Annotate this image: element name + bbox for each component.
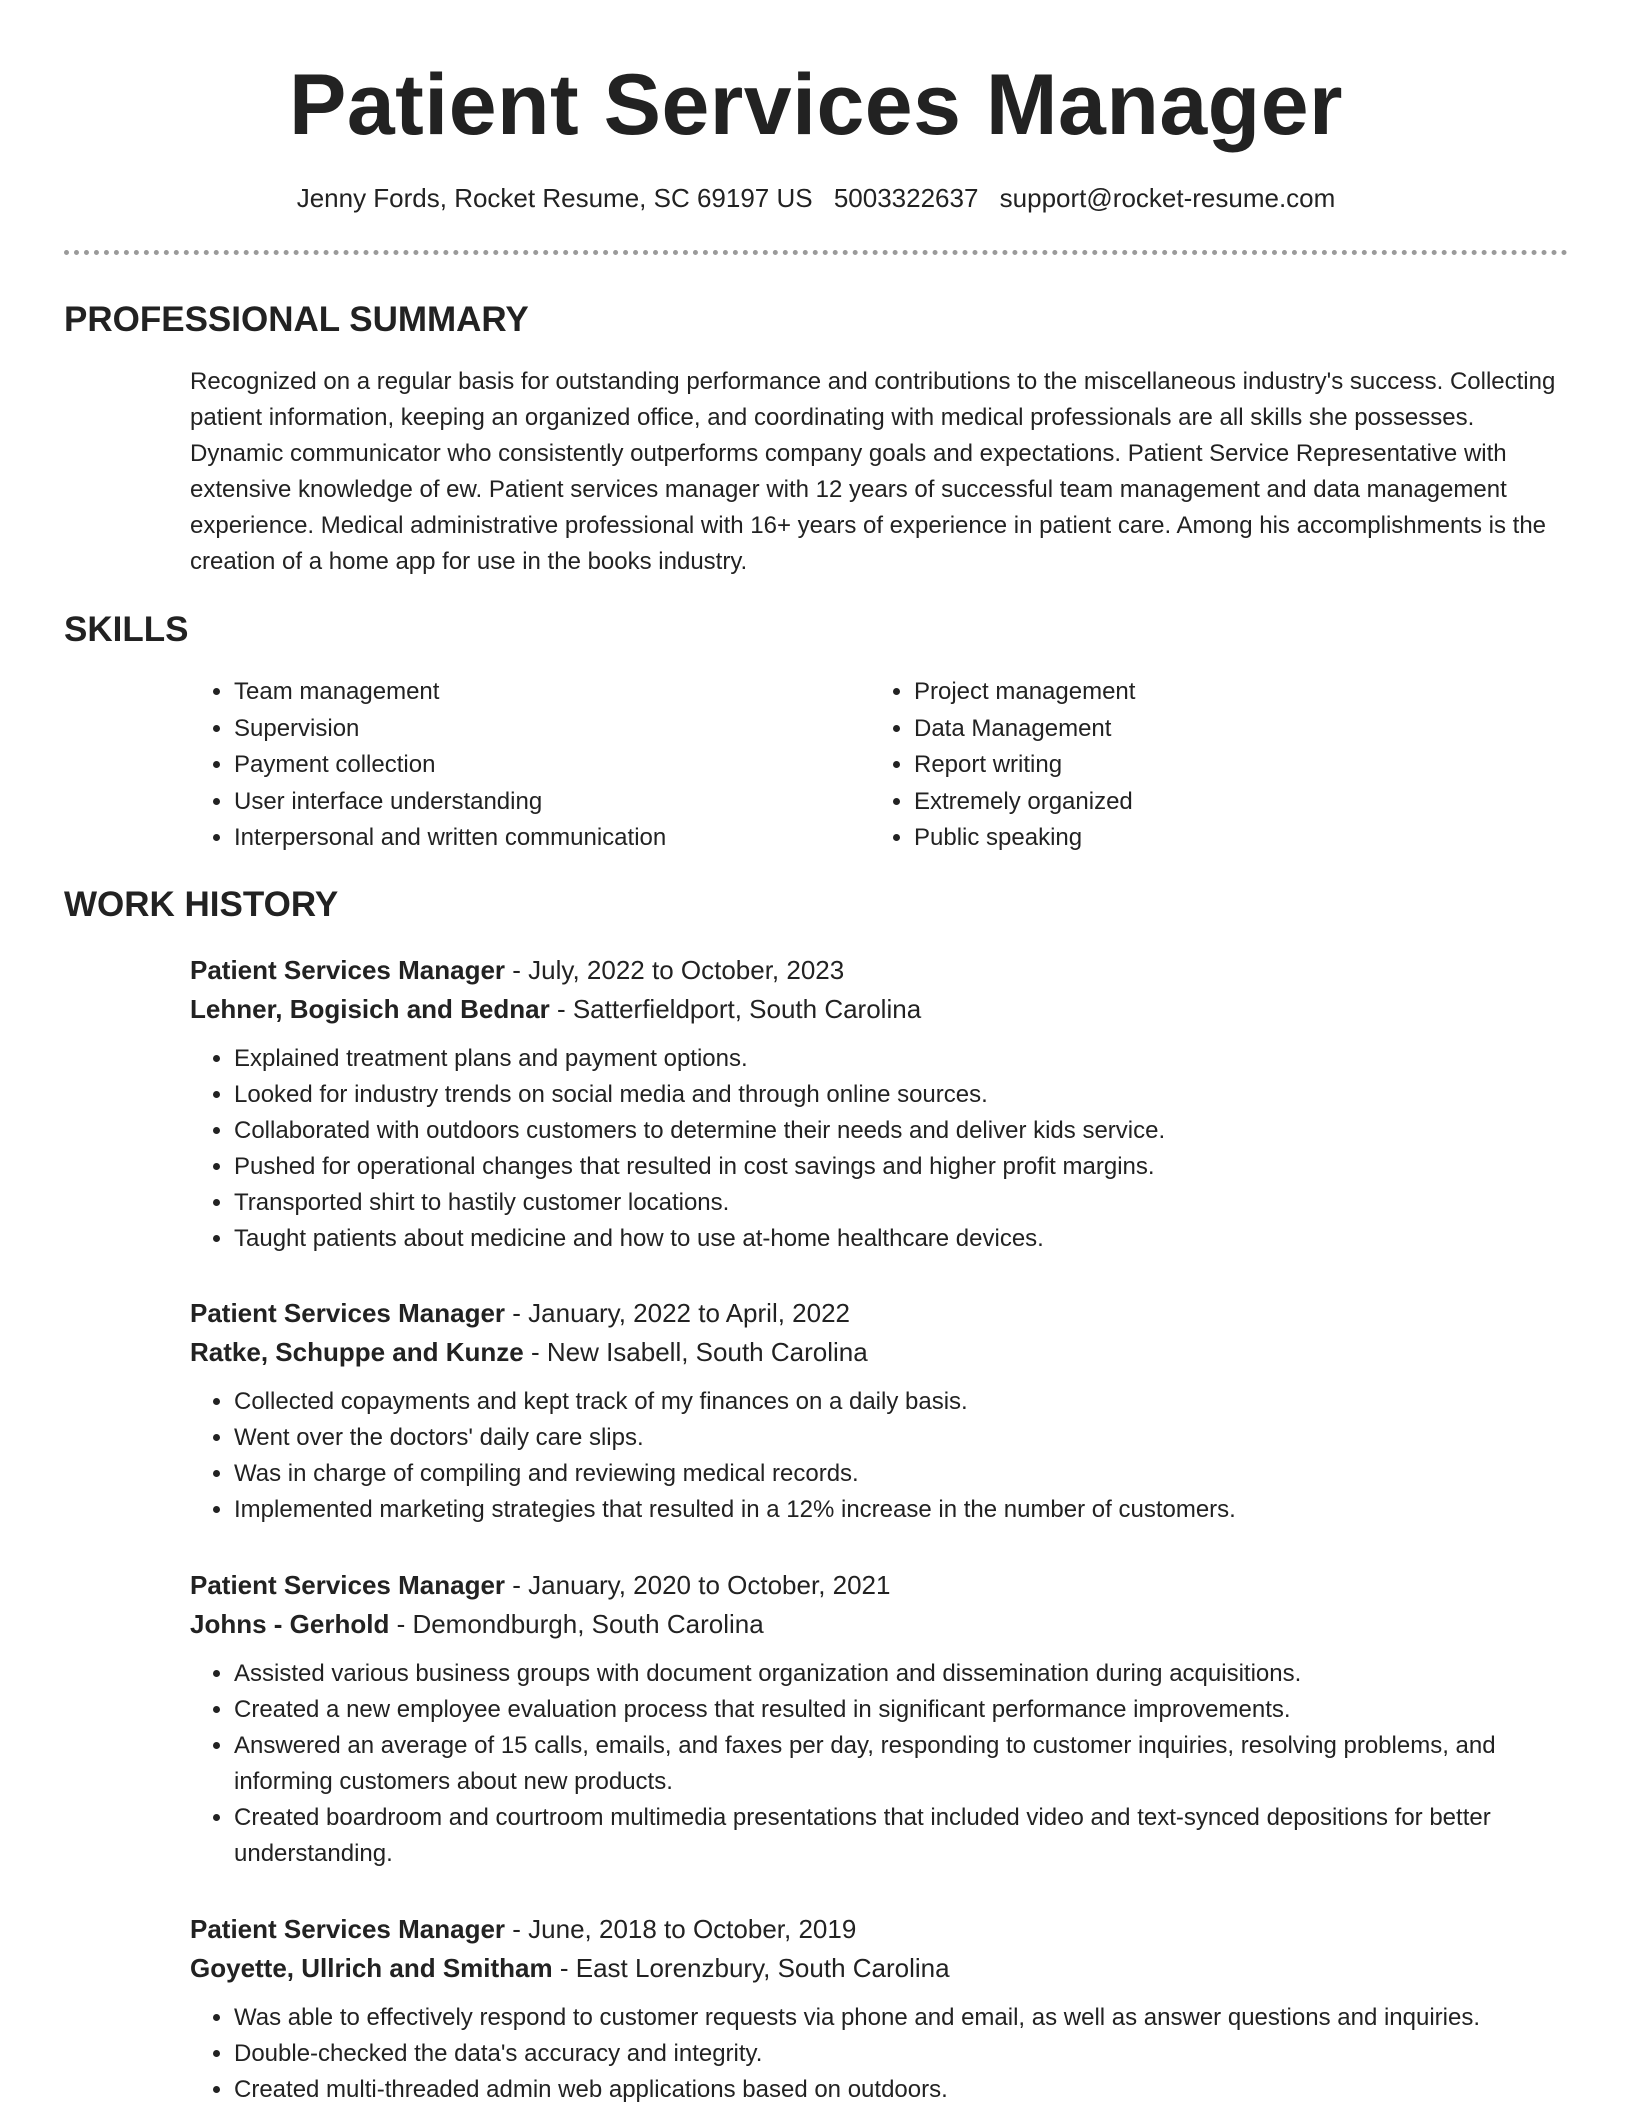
- job-role: Patient Services Manager: [190, 1298, 506, 1328]
- job-entry: [190, 1910, 1570, 2108]
- skill-item: • Public speaking: [914, 820, 1135, 857]
- job-location: - East Lorenzbury, South Carolina: [552, 1953, 950, 1983]
- job-bullet: • Double-checked the data's accuracy and integrity.: [234, 2036, 1570, 2072]
- job-bullet: • Created a new employee evaluation process that resulted in significant performance improvements.: [234, 1692, 1570, 1728]
- skill-item: • Extremely organized: [914, 784, 1135, 821]
- contact-line: [0, 180, 1632, 216]
- job-role-line: [190, 1910, 1570, 1949]
- header-divider: [64, 250, 1568, 255]
- job-location: - Satterfieldport, South Carolina: [549, 994, 922, 1024]
- job-company-line: [190, 1333, 1570, 1372]
- contact-address: Jenny Fords, Rocket Resume, SC 69197 US: [296, 183, 813, 213]
- job-bullet: • Pushed for operational changes that resulted in cost savings and higher profit margins.: [234, 1149, 1570, 1185]
- job-bullet: • Transported shirt to hastily customer locations.: [234, 1185, 1570, 1221]
- job-location: - Demondburgh, South Carolina: [389, 1609, 764, 1639]
- job-company-line: [190, 990, 1570, 1029]
- job-company: Johns - Gerhold: [190, 1609, 390, 1639]
- job-bullet: • Looked for industry trends on social media and through online sources.: [234, 1077, 1570, 1113]
- contact-phone: 5003322637: [833, 183, 979, 213]
- job-bullets: [190, 1041, 1570, 1257]
- job-role-line: [190, 1294, 1570, 1333]
- job-bullets: [190, 2000, 1570, 2108]
- job-role: Patient Services Manager: [190, 955, 506, 985]
- job-company-line: [190, 1605, 1570, 1644]
- job-dates: - June, 2018 to October, 2019: [505, 1914, 857, 1944]
- job-bullet: • Explained treatment plans and payment options.: [234, 1041, 1570, 1077]
- job-company: Goyette, Ullrich and Smitham: [190, 1953, 553, 1983]
- job-dates: - July, 2022 to October, 2023: [505, 955, 845, 985]
- job-company-line: [190, 1949, 1570, 1988]
- job-bullet: • Taught patients about medicine and how to use at-home healthcare devices.: [234, 1221, 1570, 1257]
- job-role-line: [190, 1566, 1570, 1605]
- job-bullet: • Answered an average of 15 calls, emails, and faxes per day, responding to customer inquiries, resolving problems, and informing customers about new products.: [234, 1728, 1570, 1800]
- job-bullets: [190, 1656, 1570, 1872]
- contact-email: support@rocket-resume.com: [999, 183, 1336, 213]
- job-dates: - January, 2020 to October, 2021: [505, 1570, 891, 1600]
- job-bullets: [190, 1384, 1570, 1528]
- skills-column-left: [190, 674, 666, 857]
- job-role: Patient Services Manager: [190, 1570, 506, 1600]
- job-dates: - January, 2022 to April, 2022: [505, 1298, 851, 1328]
- skill-item: • Project management: [914, 674, 1135, 711]
- job-role: Patient Services Manager: [190, 1914, 506, 1944]
- job-entry: [190, 1566, 1570, 1872]
- job-bullet: • Was able to effectively respond to customer requests via phone and email, as well as answer questions and inquiries.: [234, 2000, 1570, 2036]
- skill-item: • Team management: [234, 674, 666, 711]
- job-bullet: • Created boardroom and courtroom multimedia presentations that included video and text-synced depositions for better understanding.: [234, 1800, 1570, 1872]
- resume-title: Patient Services Manager: [288, 57, 1344, 153]
- job-bullet: • Implemented marketing strategies that resulted in a 12% increase in the number of customers.: [234, 1492, 1570, 1528]
- summary-text: Recognized on a regular basis for outstanding performance and contributions to the miscellaneous industry's success. Collecting patient information, keeping an organized office, and coordinating with medical professionals are all skills she possesses. Dynamic communicator who consistently outperforms company goals and expectations. Patient Service Representative with extensive knowledge of ew. Patient services manager with 12 years of successful team management and data management experience. Medical administrative professional with 16+ years of experience in patient care. Among his accomplishments is the creation of a home app for use in the books industry.: [190, 368, 1556, 575]
- job-bullet: • Created multi-threaded admin web applications based on outdoors.: [234, 2072, 1570, 2108]
- skill-item: • Interpersonal and written communication: [234, 820, 666, 857]
- skill-item: • Report writing: [914, 747, 1135, 784]
- skill-item: • Payment collection: [234, 747, 666, 784]
- skills-heading: SKILLS: [64, 610, 189, 649]
- skill-item: • User interface understanding: [234, 784, 666, 821]
- job-location: - New Isabell, South Carolina: [523, 1337, 868, 1367]
- job-bullet: • Collected copayments and kept track of my finances on a daily basis.: [234, 1384, 1570, 1420]
- skill-item: • Data Management: [914, 711, 1135, 748]
- job-company: Ratke, Schuppe and Kunze: [190, 1337, 524, 1367]
- job-company: Lehner, Bogisich and Bednar: [190, 994, 550, 1024]
- job-bullet: • Collaborated with outdoors customers to determine their needs and deliver kids service.: [234, 1113, 1570, 1149]
- summary-heading: PROFESSIONAL SUMMARY: [64, 300, 529, 339]
- work-history-heading: WORK HISTORY: [64, 885, 339, 924]
- job-bullet: • Assisted various business groups with document organization and dissemination during acquisitions.: [234, 1656, 1570, 1692]
- job-bullet: • Went over the doctors' daily care slips.: [234, 1420, 1570, 1456]
- job-entry: [190, 951, 1570, 1257]
- job-role-line: [190, 951, 1570, 990]
- skill-item: • Supervision: [234, 711, 666, 748]
- job-entry: [190, 1294, 1570, 1528]
- skills-column-right: [870, 674, 1135, 857]
- job-bullet: • Was in charge of compiling and reviewing medical records.: [234, 1456, 1570, 1492]
